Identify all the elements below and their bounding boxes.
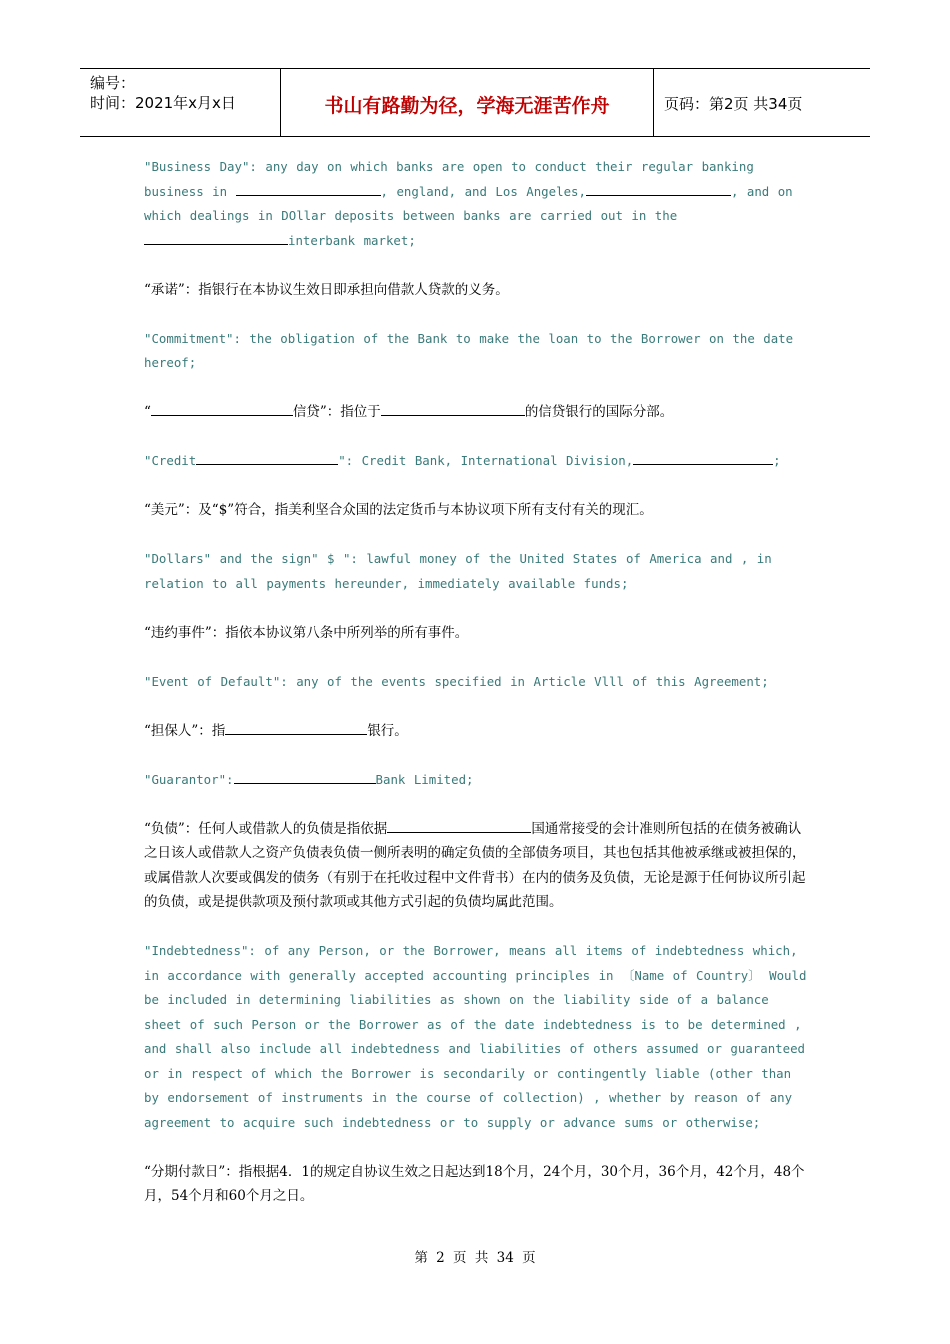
text-segment: Bank Limited; <box>375 771 474 787</box>
dollars-definition-cn: “美元”：及“$”符合，指美利坚合众国的法定货币与本协议项下所有支付有关的现汇。 <box>144 502 653 518</box>
event-of-default-definition-cn: “违约事件”：指依本协议第八条中所列举的所有事件。 <box>144 624 469 641</box>
installment-date-definition-cn: “分期付款日”：指根据4．1的规定自协议生效之日起达到18个月，24个月，30个月，36个月，42个月，48个月，54个月和60个月之日。 <box>144 1163 805 1204</box>
dollars-definition-en: "Dollars" and the sign" $ ": lawful money of the United States of America and , in relation to all payments hereunder, immediately available funds; <box>144 551 772 591</box>
text-segment: ; <box>773 453 781 468</box>
guarantor-definition-en <box>144 768 814 793</box>
text-segment: ": Credit Bank, International Division, <box>338 453 634 468</box>
text-segment: , and on which dealings in DOllar deposits between banks are carried out in the <box>144 183 793 223</box>
fill-blank <box>225 720 367 735</box>
fill-blank <box>586 181 731 196</box>
text-segment: 银行。 <box>367 722 408 739</box>
credit-definition-en <box>144 449 814 474</box>
fill-blank <box>234 769 376 784</box>
text-segment: "Guarantor": <box>144 771 234 787</box>
indebtedness-definition-cn <box>144 817 814 915</box>
fill-blank <box>381 401 525 416</box>
text-segment: “ <box>144 404 151 420</box>
text-segment: , england, and Los Angeles, <box>380 183 586 199</box>
text-segment: “负债”：任何人或借款人的负债是指依据 <box>144 820 388 837</box>
text-segment: 国通常接受的会计准则所包括的在债务被确认之日该人或借款人之资产负债表负债一侧所表明的确定负债的全部债务项目，其也包括其他被承继或被担保的，或属借款人次要或偶发的债务（有别于在托收过程中文件背书）在内的债务及负债，无论是源于任何协议所引起的负债，或是提供款项及预付款项或其他方式引起的负债均属此范围。 <box>144 820 806 910</box>
text-segment: 信贷”：指位于 <box>292 404 381 420</box>
fill-blank <box>196 450 338 465</box>
fill-blank <box>236 181 381 196</box>
fill-blank <box>144 230 288 245</box>
header-motto-cell <box>281 69 654 136</box>
document-number-label: 编号： <box>90 74 136 92</box>
guarantor-definition-cn <box>144 719 814 744</box>
commitment-definition-en: "Commitment": the obligation of the Bank to make the loan to the Borrower on the date hereof; <box>144 330 794 370</box>
motto-text: 书山有路勤为径，学海无涯苦作舟 <box>324 95 610 117</box>
text-segment: interbank market; <box>288 232 416 248</box>
document-body <box>144 155 814 1233</box>
indebtedness-definition-en: "Indebtedness": of any Person, or the Borrower, means all items of indebtedness which, in accordance with generally accepted accounting principles in 〔Name of Country〕 Would be included in determining liabilities as shown on the liability side of a balance sheet of such Person or the Borrower as of the date indebtedness is to be determined , and shall also include all indebtedness and liabilities of others assumed or guaranteed or in respect of which the Borrower is secondarily or contingently liable (other than by endorsement of instruments in the course of collection) , whether by reason of any agreement to acquire such indebtedness or to supply or advance sums or otherwise; <box>144 943 807 1130</box>
text-segment: “担保人”：指 <box>144 722 226 739</box>
business-day-definition-en <box>144 155 814 253</box>
fill-blank <box>387 818 531 833</box>
header-table <box>80 68 870 137</box>
page-code-label: 页码：第2页 共34页 <box>664 95 803 113</box>
credit-definition-cn <box>144 400 814 425</box>
commitment-definition-cn: “承诺”：指银行在本协议生效日即承担向借款人贷款的义务。 <box>144 281 509 298</box>
fill-blank <box>633 450 773 465</box>
event-of-default-definition-en: "Event of Default": any of the events specified in Article Vlll of this Agreement; <box>144 673 769 689</box>
page-footer: 第 2 页 共 34 页 <box>414 1250 536 1266</box>
header-info-cell <box>80 69 281 136</box>
text-segment: "Credit <box>144 453 197 468</box>
text-segment: 的信贷银行的国际分部。 <box>524 404 674 420</box>
fill-blank <box>151 401 293 416</box>
text-segment: "Business Day": any day on which banks are open to conduct their regular banking business in <box>144 159 754 199</box>
document-date-label: 时间：2021年x月x日 <box>90 94 236 112</box>
header-page-cell <box>654 69 870 136</box>
